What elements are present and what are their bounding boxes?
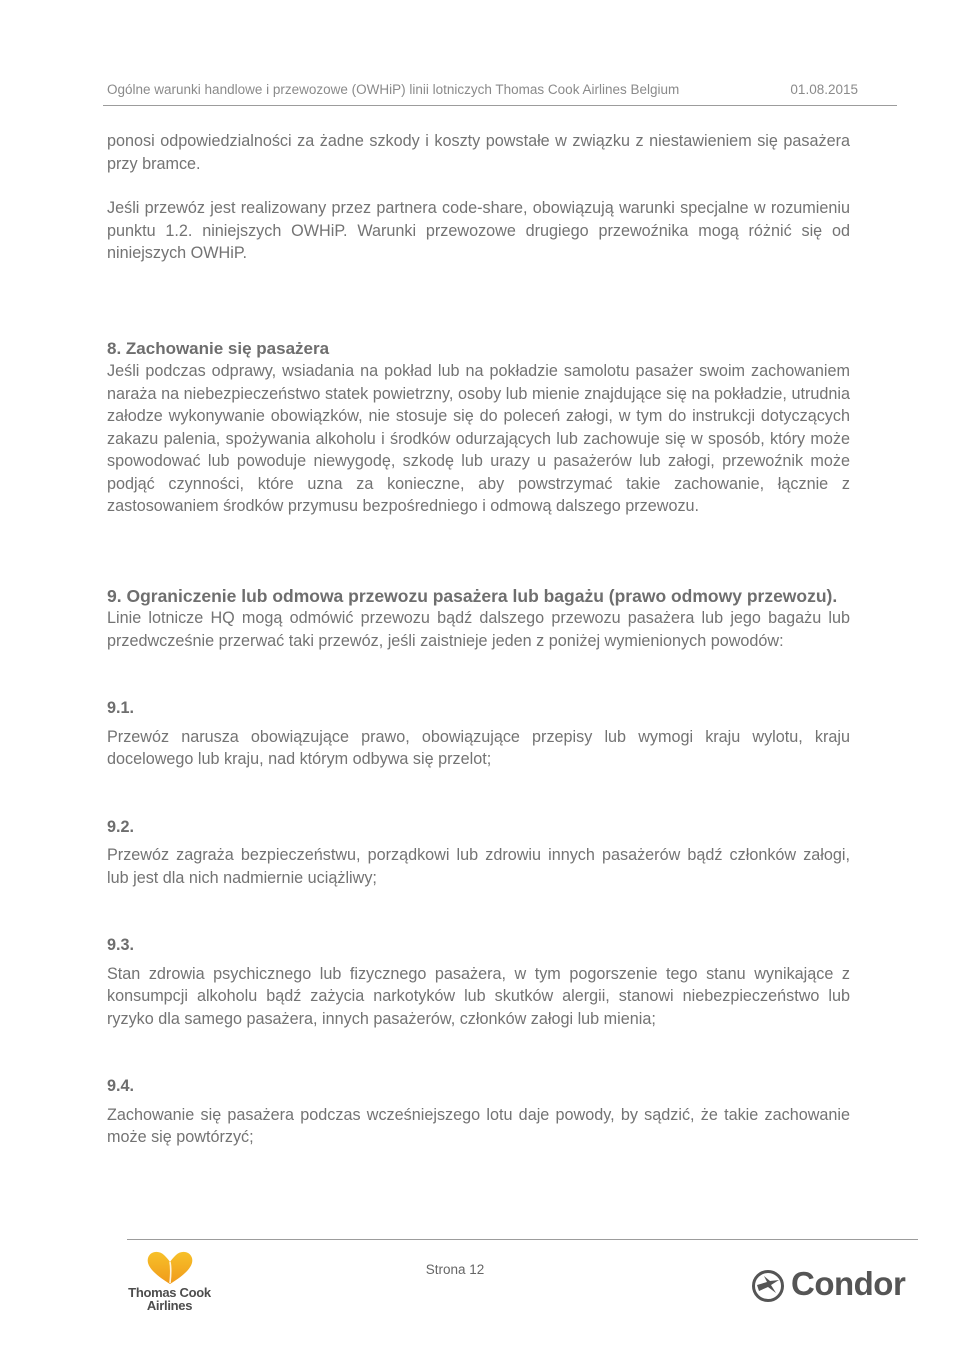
subsection-9-3-text: Stan zdrowia psychicznego lub fizycznego pasażera, w tym pogorszenie tego stanu wynikające z konsumpcji alkoholu bądź zażycia narkotyków lub skutków alergii, stanowi niebezpieczeństwo lub ryzyko dla samego pasażera, innych pasażerów, członków załogi lub mienia; — [107, 964, 850, 1028]
thomas-cook-line: Thomas Cook — [128, 1285, 211, 1300]
condor-logo — [751, 1265, 906, 1307]
header-title: Ogólne warunki handlowe i przewozowe (OWHiP) linii lotniczych Thomas Cook Airlines Belgium — [107, 82, 680, 97]
header-divider — [103, 105, 897, 106]
subsection-9-1-number: 9.1. — [107, 699, 135, 717]
section-9-text: Linie lotnicze HQ mogą odmówić przewozu bądź dalszego przewozu pasażera lub jego bagażu lub przedwcześnie przerwać taki przewóz, jeśli zaistnieje jeden z poniżej wymienionych powodów: — [107, 609, 850, 650]
page-header — [107, 82, 858, 97]
section-8-text: Jeśli podczas odprawy, wsiadania na pokład lub na pokładzie samolotu pasażer swoim zachowaniem naraża na niebezpieczeństwo statek powietrzny, osoby lub mienie znajdujące się na pokładzie, utrudnia załodze wykonywanie obowiązków, nie stosuje się do poleceń załogi, w tym do instrukcji dotyczących zakazu palenia, spożywania alkoholu i środków odurzających lub zachowuje się w sposób, który może spowodować lub powoduje niewygodę, szkodę lub urazy u pasażerów lub załogi, przewoźnik może podjąć czynności, które uzna za konieczne, aby powstrzymać takie zachowanie, łącznie z zastosowaniem środków przymusu bezpośredniego i odmową dalszego przewozu. — [107, 362, 850, 515]
airlines-line: Airlines — [146, 1298, 193, 1313]
subsection-9-2-number: 9.2. — [107, 817, 135, 836]
section-8-heading: 8. Zachowanie się pasażera — [107, 338, 330, 358]
subsection-9-4-text: Zachowanie się pasażera podczas wcześniejszego lotu daje powody, by sądzić, że takie zachowanie może się powtórzyć; — [107, 1105, 850, 1146]
subsection-9-1-text: Przewóz narusza obowiązujące prawo, obowiązujące przepisy lub wymogi kraju wylotu, kraju docelowego lub kraju, nad którym odbywa się przelot; — [107, 727, 850, 768]
subsection-9-2-text: Przewóz zagraża bezpieczeństwu, porządkowi lub zdrowiu innych pasażerów bądź członków załogi, lub jest dla nich nadmiernie uciążliwy; — [107, 846, 850, 887]
subsection-9-3-number: 9.3. — [107, 936, 135, 954]
paragraph-continuation: ponosi odpowiedzialności za żadne szkody i koszty powstałe w związku z niestawieniem się pasażera przy bramce. — [107, 132, 850, 173]
paragraph-code-share: Jeśli przewóz jest realizowany przez partnera code-share, obowiązują warunki specjalne w rozumieniu punktu 1.2. niniejszych OWHiP. Warunki przewozowe drugiego przewoźnika mogą różnić się od niniejszych OWHiP. — [107, 199, 850, 262]
subsection-9-4-number: 9.4. — [107, 1077, 135, 1095]
thomas-cook-airlines-logo — [122, 1248, 217, 1320]
header-date: 01.08.2015 — [790, 82, 858, 97]
document-body — [107, 130, 850, 1149]
thomas-cook-heart-icon — [144, 1250, 196, 1286]
page-number: Strona 12 — [425, 1262, 485, 1277]
footer-divider — [127, 1239, 918, 1240]
section-9-heading: 9. Ograniczenie lub odmowa przewozu pasażera lub bagażu (prawo odmowy przewozu). — [107, 585, 838, 606]
condor-bird-icon — [751, 1269, 785, 1303]
condor-wordmark: Condor — [791, 1265, 906, 1302]
thomas-cook-airlines-wordmark — [122, 1286, 217, 1312]
